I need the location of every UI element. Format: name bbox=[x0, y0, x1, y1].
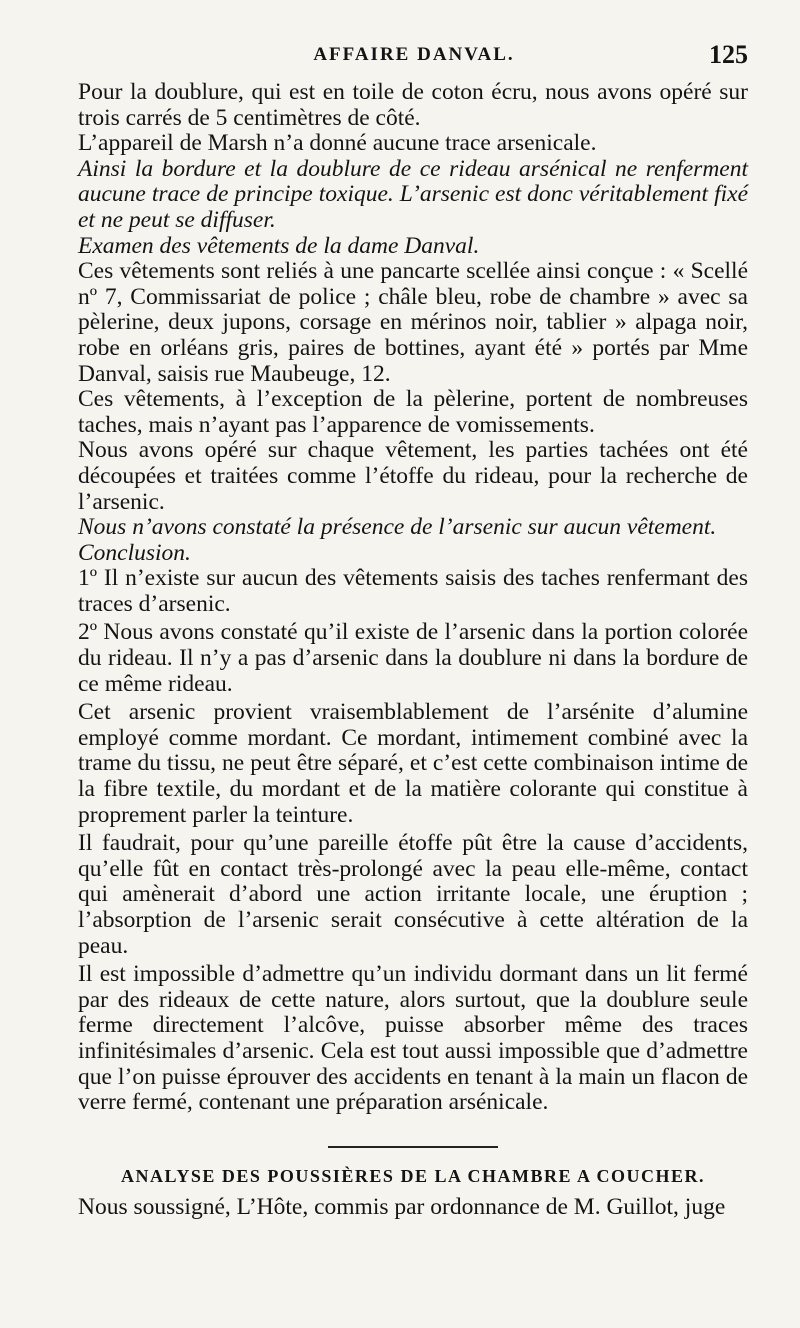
running-title: AFFAIRE DANVAL. bbox=[313, 44, 515, 65]
paragraph-scelle: Ces vêtements sont reliés à une pancarte scellée ainsi conçue : « Scellé nº 7, Commissariat de police ; châle bleu, robe de chambre » avec sa pèlerine, deux jupons, corsage en mérinos noir, tablier » alpaga noir, robe en orléans gris, paires de bottines, ayant été » portés par Mme Danval, saisis rue Maubeuge, 12. bbox=[78, 258, 748, 387]
conclusion-point-1: 1º Il n’existe sur aucun des vêtements saisis des taches renfermant des traces d’arsenic. bbox=[78, 565, 748, 617]
paragraph-decoupees: Nous avons opéré sur chaque vêtement, les parties tachées ont été découpées et traitées comme l’étoffe du rideau, pour la recherche de l’arsenic. bbox=[78, 437, 748, 515]
subheading-examen: Examen des vêtements de la dame Danval. bbox=[78, 232, 480, 259]
paragraph-doublure: Pour la doublure, qui est en toile de coton écru, nous avons opéré sur trois carrés de 5 centimètres de côté. bbox=[78, 79, 748, 131]
subheading-conclusion: Conclusion. bbox=[78, 539, 191, 566]
section-title: ANALYSE DES POUSSIÈRES DE LA CHAMBRE A COUCHER. bbox=[121, 1165, 705, 1186]
paragraph-arsenite: Cet arsenic provient vraisemblablement de l’arsénite d’alumine employé comme mordant. Ce mordant, intimement combiné avec la trame du tissu, ne peut être séparé, et c’est cette combinaison intime de la fibre textile, du mordant et de la matière colorante qui constitue à proprement parler la teinture. bbox=[78, 699, 748, 828]
paragraph-marsh: L’appareil de Marsh n’a donné aucune trace arsenicale. bbox=[78, 130, 597, 157]
paragraph-contact: Il faudrait, pour qu’une pareille étoffe pût être la cause d’accidents, qu’elle fût en contact très-prolongé avec la peau elle-même, contact qui amènerait d’abord une action irritante locale, une éruption ; l’absorption de l’arsenic serait consécutive à cette altération de la peau. bbox=[78, 830, 748, 959]
paragraph-impossible: Il est impossible d’admettre qu’un individu dormant dans un lit fermé par des rideaux de cette nature, alors surtout, que la doublure seule ferme directement l’alcôve, puisse absorber même des traces infinitésimales d’arsenic. Cela est tout aussi impossible que d’admettre que l’on puisse éprouver des accidents en tenant à la main un flacon de verre fermé, contenant une préparation arsénicale. bbox=[78, 961, 748, 1116]
paragraph-aucun-vetement: Nous n’avons constaté la présence de l’arsenic sur aucun vêtement. bbox=[78, 514, 717, 541]
conclusion-point-2: 2º Nous avons constaté qu’il existe de l’arsenic dans la portion colorée du rideau. Il n’y a pas d’arsenic dans la doublure ni dans la bordure de ce même rideau. bbox=[78, 619, 748, 697]
page-number: 125 bbox=[709, 40, 748, 69]
paragraph-bordure-conclusion: Ainsi la bordure et la doublure de ce rideau arsénical ne renferment aucune trace de principe toxique. L’arsenic est donc véritablement fixé et ne peut se diffuser. bbox=[78, 155, 748, 233]
section-first-line: Nous soussigné, L’Hôte, commis par ordonnance de M. Guillot, juge bbox=[78, 1193, 726, 1220]
page-header bbox=[80, 40, 748, 76]
page-body bbox=[78, 80, 748, 1220]
paragraph-taches: Ces vêtements, à l’exception de la pèlerine, portent de nombreuses taches, mais n’ayant pas l’apparence de vomissements. bbox=[78, 386, 748, 438]
section-divider bbox=[328, 1146, 498, 1148]
